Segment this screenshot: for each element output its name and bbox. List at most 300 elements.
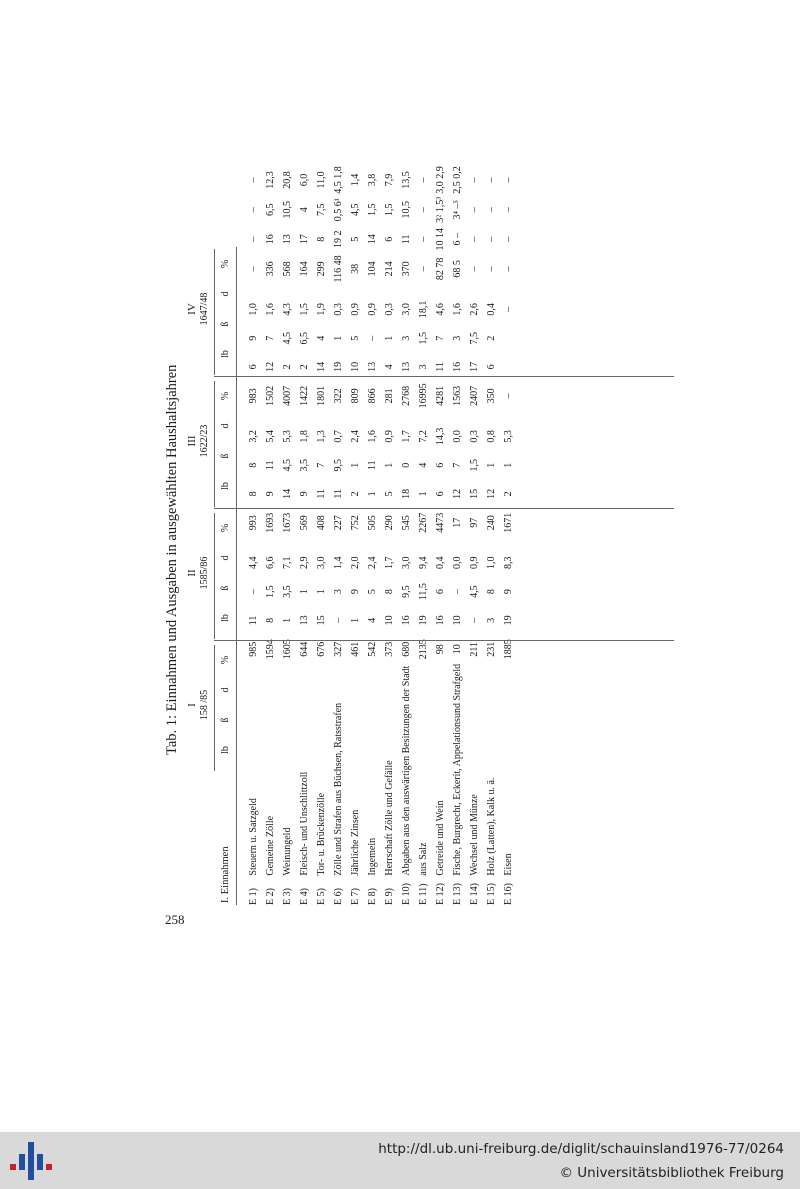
table-cell: 3⁴ –⁵ [452, 199, 463, 220]
group-gap [412, 537, 429, 548]
table-cell: 1 [316, 589, 327, 595]
table-cell: 0,0 [452, 430, 463, 443]
row-label: Herrschaft Zölle und Gefälle [384, 760, 395, 876]
table-cell: – [418, 266, 429, 272]
table-cell: – [248, 266, 259, 272]
table-cell: 19 [333, 361, 344, 372]
row-code: E 10) [401, 883, 412, 905]
group-gap [293, 411, 310, 422]
copyright-notice: © Universitätsbibliothek Freiburg [559, 1165, 784, 1181]
table-cell: – [418, 207, 429, 213]
table-cell: 336 [265, 261, 276, 277]
table-cell: 9,4 [418, 556, 429, 570]
table-row [361, 165, 378, 905]
row-code: E 9) [384, 888, 395, 905]
table-cell: 2267 [418, 512, 429, 533]
table-row [463, 165, 480, 905]
table-cell: 1,5 [265, 585, 276, 598]
group-gap [497, 537, 514, 548]
table-cell: – [248, 236, 259, 242]
group-gap [480, 411, 497, 422]
table-cell: 1,6 [367, 430, 378, 443]
row-label: Steuern u. Satzgeld [248, 798, 259, 876]
source-url[interactable]: http://dl.ub.uni-freiburg.de/diglit/schauinsland1976-77/0264 [378, 1141, 784, 1157]
table-cell: 322 [333, 388, 344, 404]
period-roman-2: II [186, 569, 198, 577]
row-code: E 8) [367, 888, 378, 905]
table-cell: 0,9 [350, 303, 361, 316]
table-cell: 5 [367, 589, 378, 595]
table-cell: – [469, 236, 480, 242]
unit-header: d [220, 423, 231, 429]
table-cell: 98 [435, 644, 446, 655]
table-cell: – [503, 393, 514, 399]
group-gap [497, 284, 514, 295]
group-gap [327, 411, 344, 422]
row-label: Ingemein [367, 837, 378, 876]
table-cell: 281 [384, 388, 395, 404]
table-cell: 1 [367, 491, 378, 497]
table-cell: 10 [452, 644, 463, 655]
table-cell: 1 [282, 617, 293, 623]
table-cell: 68 5 [452, 260, 463, 278]
table-cell: 10,5 [401, 200, 412, 219]
table-rule [214, 249, 215, 375]
table-cell: 3² 1,5³ [435, 196, 446, 223]
table-rule [214, 645, 215, 771]
table-cell: 7 [452, 462, 463, 468]
group-gap [276, 284, 293, 295]
table-rule [214, 640, 674, 641]
group-gap [259, 411, 276, 422]
table-cell: 568 [282, 261, 293, 277]
table-cell: 10 [350, 361, 361, 372]
table-cell: 5,3 [503, 430, 514, 443]
table-cell: 752 [350, 515, 361, 531]
group-gap [378, 537, 395, 548]
row-code: E 3) [282, 888, 293, 905]
group-gap [310, 537, 327, 548]
table-cell: 1 [350, 462, 361, 468]
table-rule [214, 376, 674, 377]
table-cell: 0,0 [452, 556, 463, 570]
table-cell: 1,4 [350, 173, 361, 187]
table-cell: 993 [248, 515, 259, 531]
table-cell: 13 [367, 361, 378, 372]
table-cell: 164 [299, 261, 310, 277]
table-cell: 5 [384, 491, 395, 497]
table-cell: 9 [265, 491, 276, 497]
table-rule [214, 381, 215, 507]
group-gap [463, 284, 480, 295]
group-gap [395, 284, 412, 295]
table-cell: 3 [401, 335, 412, 341]
table-cell: 6 – [452, 233, 463, 246]
unit-header: lb [220, 746, 231, 754]
table-cell: – [469, 207, 480, 213]
group-gap [293, 537, 310, 548]
table-cell: 4007 [282, 385, 293, 406]
group-gap [310, 284, 327, 295]
table-cell: 3,5 [299, 458, 310, 472]
table-cell: 17 [299, 234, 310, 245]
table-cell: 6,0 [299, 173, 310, 187]
table-cell: 3,0 [401, 556, 412, 570]
table-cell: 82 78 [435, 257, 446, 281]
table-cell: 0,4 [435, 556, 446, 570]
table-rule [236, 247, 237, 905]
table-cell: – [486, 207, 497, 213]
table-cell: 6,5 [265, 203, 276, 216]
table-cell: 983 [248, 388, 259, 404]
table-row [480, 165, 497, 905]
table-cell: 19 2 [333, 230, 344, 249]
group-gap [276, 537, 293, 548]
row-label: aus Salz [418, 842, 429, 876]
row-label: Wechsel und Münze [469, 794, 480, 876]
table-cell: 1,6 [265, 303, 276, 316]
table-cell: 6 [435, 491, 446, 497]
table-cell: 4 [384, 364, 395, 370]
table-cell: 227 [333, 515, 344, 531]
table-cell: 1,6 [452, 303, 463, 316]
table-cell: 1605 [282, 639, 293, 660]
table-row [293, 165, 310, 905]
row-label: Jährliche Zinsen [350, 809, 361, 876]
table-cell: 0,8 [486, 430, 497, 443]
table-cell: 809 [350, 388, 361, 404]
table-cell: 214 [384, 261, 395, 277]
group-gap [378, 284, 395, 295]
row-label: Getreide und Wein [435, 800, 446, 876]
table-row [344, 165, 361, 905]
row-label: Gemeine Zölle [265, 815, 276, 876]
table-cell: 4,4 [248, 556, 259, 570]
table-cell: 9 [299, 491, 310, 497]
group-gap [344, 411, 361, 422]
group-gap [395, 537, 412, 548]
table-cell: 16 [435, 615, 446, 626]
table-cell: 1 [503, 462, 514, 468]
table-cell: 1 [384, 335, 395, 341]
table-cell: 8 [265, 617, 276, 623]
table-cell: 644 [299, 641, 310, 657]
table-cell: – [486, 177, 497, 183]
table-cell: 569 [299, 515, 310, 531]
table-cell: 11 [248, 615, 259, 626]
row-label: Fische, Burgrecht, Eckerit, Appelationsund Strafgeld [452, 663, 463, 876]
table-cell: 1,5 [367, 203, 378, 216]
table-cell: 2407 [469, 385, 480, 406]
table-cell: 4,3 [282, 303, 293, 316]
table-cell: – [367, 335, 378, 341]
row-code: E 1) [248, 888, 259, 905]
table-cell: 3,2 [248, 430, 259, 443]
table-cell: – [469, 617, 480, 623]
row-label: Abgaben aus den auswärtigen Besitzungen der Stadt [401, 665, 412, 876]
table-cell: 231 [486, 641, 497, 657]
group-gap [242, 284, 259, 295]
table-row [429, 165, 446, 905]
table-cell: 11 [265, 460, 276, 471]
table-cell: 3,0 [316, 556, 327, 570]
table-cell: 4,5 [469, 585, 480, 598]
table-cell: 2,4 [350, 430, 361, 443]
table-cell: 3 [333, 589, 344, 595]
table-cell: 7,5 [469, 332, 480, 345]
group-gap [446, 411, 463, 422]
table-cell: 6 [486, 364, 497, 370]
table-cell: – [248, 589, 259, 595]
table-row [259, 165, 276, 905]
table-row [497, 165, 514, 905]
table-cell: 1 [384, 462, 395, 468]
table-cell: 1 [486, 462, 497, 468]
group-gap [293, 284, 310, 295]
table-cell: 4281 [435, 385, 446, 406]
table-cell: – [503, 177, 514, 183]
table-cell: 1,5 [469, 458, 480, 472]
group-gap [242, 537, 259, 548]
table-cell: 11 [333, 489, 344, 499]
period-roman-4: IV [186, 303, 198, 315]
table-cell: 8 [316, 236, 327, 242]
table-cell: – [248, 207, 259, 213]
table-cell: 7,5 [316, 203, 327, 216]
table-cell: 10 14 [435, 228, 446, 251]
table-cell: 2768 [401, 385, 412, 406]
table-cell: 370 [401, 261, 412, 277]
table-cell: 461 [350, 641, 361, 657]
table-cell: 2,9 [299, 556, 310, 570]
group-gap [446, 537, 463, 548]
table-cell: 12 [265, 361, 276, 372]
table-rule [214, 508, 674, 509]
table-cell: 4,5 [282, 332, 293, 345]
table-cell: 0,3 [469, 430, 480, 443]
table-cell: 7,1 [282, 556, 293, 570]
group-gap [480, 284, 497, 295]
table-cell: 4 [316, 335, 327, 341]
table-cell: – [486, 266, 497, 272]
row-label: Tor- u. Brückenzölle [316, 792, 327, 876]
footer-bar [0, 1132, 800, 1189]
table-cell: 15 [469, 488, 480, 499]
table-cell: 13,5 [401, 171, 412, 189]
table-cell: 290 [384, 515, 395, 531]
table-cell: 9,5 [401, 585, 412, 598]
table-cell: 6 [248, 364, 259, 370]
unit-header: d [220, 687, 231, 693]
table-cell: – [333, 617, 344, 623]
table-cell: 12 [486, 488, 497, 499]
table-cell: 3 [452, 335, 463, 341]
table-cell: 1673 [282, 512, 293, 533]
table-cell: 1,9 [316, 303, 327, 316]
table-row [310, 165, 327, 905]
table-cell: 0,9 [384, 430, 395, 443]
row-code: E 16) [503, 883, 514, 905]
table-cell: 4 [367, 617, 378, 623]
table-cell: 15 [316, 615, 327, 626]
table-cell: 4,6 [435, 303, 446, 316]
table-rule [214, 513, 215, 639]
table-cell: – [469, 266, 480, 272]
data-table [242, 165, 514, 905]
table-cell: 1801 [316, 385, 327, 406]
group-gap [259, 537, 276, 548]
table-cell: 1,5 [299, 303, 310, 316]
row-code: E 7) [350, 888, 361, 905]
table-cell: 8 [248, 462, 259, 468]
table-cell: 0 [401, 462, 412, 468]
unit-header: lb [220, 350, 231, 358]
table-cell: 14 [282, 488, 293, 499]
table-cell: 38 [350, 263, 361, 274]
table-cell: 11 [316, 489, 327, 499]
table-cell: 5,3 [282, 430, 293, 443]
row-code: E 14) [469, 883, 480, 905]
table-cell: 2 [486, 335, 497, 341]
table-cell: 16 [452, 361, 463, 372]
row-code: E 6) [333, 888, 344, 905]
group-gap [412, 284, 429, 295]
table-cell: 2135 [418, 639, 429, 660]
table-cell: 18,1 [418, 300, 429, 319]
table-cell: 2 [282, 364, 293, 370]
unit-header: d [220, 555, 231, 561]
table-cell: 12 [452, 488, 463, 499]
table-cell: 14 [367, 234, 378, 245]
table-cell: 866 [367, 388, 378, 404]
table-cell: 299 [316, 261, 327, 277]
group-gap [259, 284, 276, 295]
group-gap [310, 411, 327, 422]
table-cell: 2,6 [469, 303, 480, 316]
row-code: E 2) [265, 888, 276, 905]
table-cell: 6,5 [299, 332, 310, 345]
period-years-1: 158 /85 [199, 689, 210, 721]
section-heading: I. Einnahmen [220, 846, 231, 903]
group-gap [344, 537, 361, 548]
group-gap [463, 537, 480, 548]
table-cell: 5 [350, 236, 361, 242]
table-cell: 11,5 [418, 583, 429, 601]
table-cell: 18 [401, 488, 412, 499]
table-cell: 0,9 [469, 556, 480, 570]
unit-header: % [220, 523, 231, 533]
table-cell: 13 [282, 234, 293, 245]
table-cell: 17 [469, 361, 480, 372]
table-cell: 680 [401, 641, 412, 657]
table-cell: 1 [299, 589, 310, 595]
table-cell: 408 [316, 515, 327, 531]
table-cell: 19 [503, 615, 514, 626]
group-gap [429, 537, 446, 548]
table-canvas [160, 165, 680, 905]
table-cell: 350 [486, 388, 497, 404]
row-label: Fleisch- und Unschlittzoll [299, 771, 310, 876]
row-code: E 12) [435, 883, 446, 905]
unit-header: ß [220, 453, 231, 459]
table-cell: 14,3 [435, 427, 446, 446]
table-cell: 2,5 0,2 [452, 166, 463, 194]
table-cell: 7,2 [418, 430, 429, 443]
table-cell: 1,0 [248, 303, 259, 316]
unit-header: ß [220, 321, 231, 327]
unit-header: lb [220, 614, 231, 622]
unit-header: lb [220, 482, 231, 490]
table-cell: 10 [452, 615, 463, 626]
table-cell: 542 [367, 641, 378, 657]
table-cell: 8 [384, 589, 395, 595]
table-cell: 14 [316, 361, 327, 372]
table-cell: 13 [299, 615, 310, 626]
rotated-table-region [160, 165, 680, 905]
table-row [276, 165, 293, 905]
row-code: E 4) [299, 888, 310, 905]
table-cell: 4 [299, 207, 310, 213]
table-cell: 676 [316, 641, 327, 657]
unit-header: % [220, 391, 231, 401]
table-cell: 17 [452, 517, 463, 528]
unit-header: % [220, 655, 231, 665]
table-cell: 4,5 [350, 203, 361, 216]
unit-header: % [220, 259, 231, 269]
table-row [412, 165, 429, 905]
table-cell: 7,9 [384, 173, 395, 187]
table-cell: 11,0 [316, 171, 327, 189]
table-cell: – [503, 207, 514, 213]
table-cell: 7 [316, 462, 327, 468]
table-cell: 1,0 [486, 556, 497, 570]
row-label: Weinungeld [282, 827, 293, 876]
table-cell: 240 [486, 515, 497, 531]
table-cell: 3,8 [367, 173, 378, 187]
table-cell: 1422 [299, 385, 310, 406]
table-cell: 19 [418, 615, 429, 626]
unit-header: ß [220, 585, 231, 591]
table-cell: 10 [384, 615, 395, 626]
table-cell: 1594 [265, 639, 276, 660]
group-gap [327, 284, 344, 295]
table-cell: 0,7 [333, 430, 344, 443]
table-cell: 5,4 [265, 430, 276, 443]
table-cell: 1502 [265, 385, 276, 406]
table-cell: 7 [265, 335, 276, 341]
table-cell: 545 [401, 515, 412, 531]
table-cell: 6 [435, 589, 446, 595]
group-gap [480, 537, 497, 548]
unit-header: d [220, 291, 231, 297]
table-cell: 1671 [503, 512, 514, 533]
table-cell: 1 [333, 335, 344, 341]
table-row [327, 165, 344, 905]
group-gap [446, 284, 463, 295]
table-cell: – [418, 236, 429, 242]
table-cell: 0,3 [333, 303, 344, 316]
table-cell: 97 [469, 517, 480, 528]
table-cell: 116 48 [333, 255, 344, 283]
period-years-2: 1585/86 [199, 556, 210, 590]
table-cell: 104 [367, 261, 378, 277]
table-cell: – [248, 177, 259, 183]
row-code: E 5) [316, 888, 327, 905]
group-gap [361, 411, 378, 422]
table-cell: 11 [401, 234, 412, 245]
table-cell: – [503, 266, 514, 272]
row-code: E 13) [452, 883, 463, 905]
